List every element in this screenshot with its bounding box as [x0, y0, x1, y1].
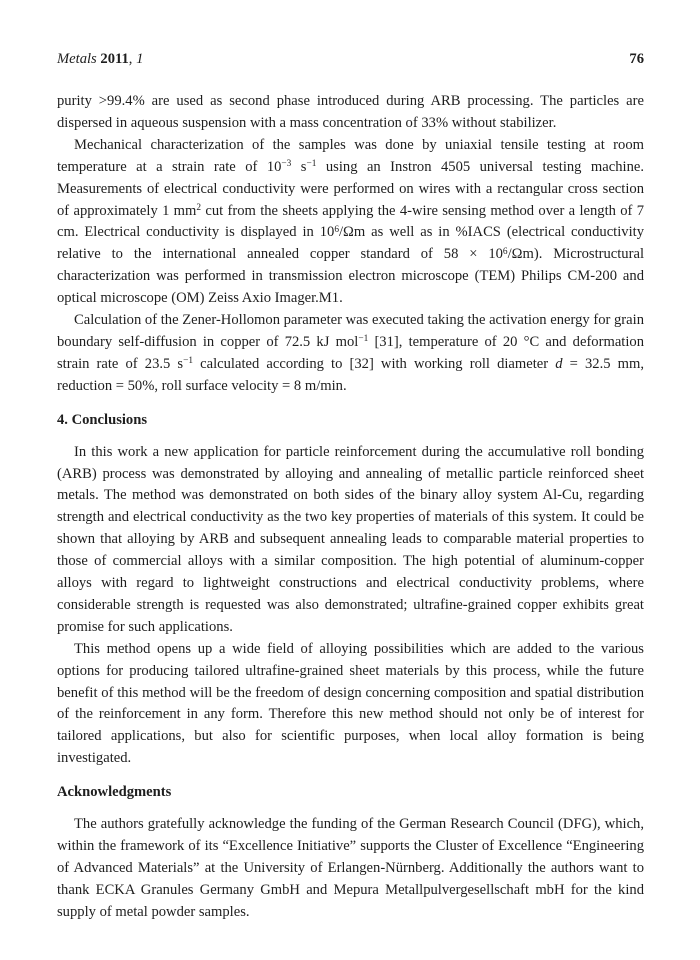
heading-acknowledgments: Acknowledgments: [57, 784, 172, 801]
page-number: 76: [629, 51, 644, 67]
journal-reference: Metals 2011, 1: [57, 51, 144, 67]
page-header: [57, 50, 644, 68]
heading-conclusions: 4. Conclusions: [57, 411, 148, 428]
paragraph-mechanical-characterization: Mechanical characterization of the samples was done by uniaxial tensile testing at room temperature at a strain rate of $10^{-3}$ $s^{-1}$ using an Instron 4505 universal testing machine. Measurements of electrical conductivity were performed on wires with a rectangular cross section of approximately 1 $mm^2$ cut from the sheets applying the 4-wire sensing method over a length of 7 cm. Electrical conductivity is displayed in $10^6/\Omega m$ as well as in %IACS (electrical conductivity relative to the international annealed copper standard of $58 \times 10^6/\Omega m$). Microstructural characterization was performed in transmission electron microscope (TEM) Philips CM-200 and optical microscope (OM) Zeiss Axio Imager.M1.: [57, 136, 644, 307]
paragraph-conclusions-2: This method opens up a wide field of alloying possibilities which are added to the various options for producing tailored ultrafine-grained sheet materials by this process, while the future benefit of this method will be the freedom of design concerning composition and spatial distribution of the reinforcement in any form. Therefore this new method should not only be of interest for tailored applications, but also for scientific purposes, when local alloy formation is being investigated.: [57, 640, 644, 767]
paragraph-zener-hollomon: Calculation of the Zener-Hollomon parameter was executed taking the activation energy for grain boundary self-diffusion in copper of 72.5 kJ mol$^{-1}$ [31], temperature of 20 °C and deformation strain rate of 23.5 $s^{-1}$ calculated according to [32] with working roll diameter d = 32.5 mm, reduction = 50%, roll surface velocity = 8 m/min.: [57, 312, 645, 394]
paragraph-particles: purity >99.4% are used as second phase introduced during ARB processing. The particles are dispersed in aqueous suspension with a mass concentration of 33% without stabilizer.: [57, 93, 644, 131]
paragraph-acknowledgments: The authors gratefully acknowledge the funding of the German Research Council (DFG), which, within the framework of its “Excellence Initiative” supports the Cluster of Excellence “Engineering of Advanced Materials” at the University of Erlangen-Nürnberg. Additionally the authors want to thank ECKA Granules Germany GmbH and Mepura Metallpulvergesellschaft mbH for the kind supply of metal powder samples.: [57, 816, 644, 920]
paragraph-conclusions-1: In this work a new application for particle reinforcement during the accumulative roll bonding (ARB) process was demonstrated by alloying and annealing of metallic particle reinforced sheet metals. The method was demonstrated on both sides of the binary alloy system Al-Cu, regarding strength and electrical conductivity as the two key properties of materials of this system. It could be shown that alloying by ARB and subsequent annealing leads to comparable material properties to those of commercial alloys with a similar composition. The high potential of aluminum-copper alloys with regard to lightweight constructions and electrical conductivity problems, where considerable strength is requested was also demonstrated; ultrafine-grained copper exhibits great promise for such applications.: [57, 443, 644, 635]
